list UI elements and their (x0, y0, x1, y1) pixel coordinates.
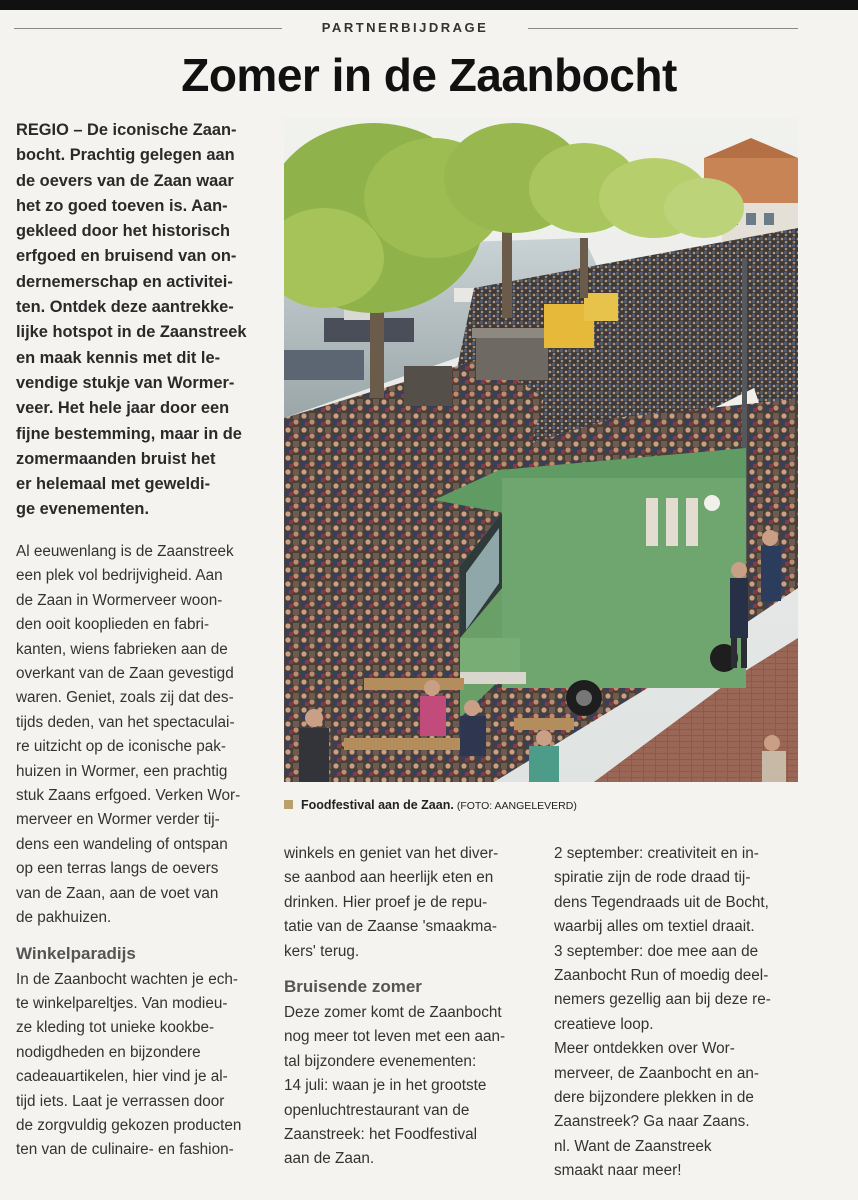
subhead-winkelparadijs: Winkelparadijs (16, 943, 136, 963)
text-line: Meer ontdekken over Wor- (554, 1040, 735, 1058)
caption-credit: (FOTO: AANGELEVERD) (456, 800, 577, 812)
text-line: smaakt naar meer! (554, 1162, 682, 1180)
text-line: Deze zomer komt de Zaanbocht (284, 1004, 502, 1022)
body-paragraph-events (284, 1001, 534, 1172)
text-line: 2 september: creativiteit en in- (554, 845, 759, 862)
article-title: Zomer in de Zaanbocht (181, 49, 677, 101)
text-line: In de Zaanbocht wachten je ech- (16, 970, 238, 988)
text-line: erfgoed en bruisend van on- (16, 247, 237, 266)
subhead-bruisende-zomer: Bruisende zomer (284, 977, 422, 997)
text-line: dens Tegendraads uit de Bocht, (554, 893, 769, 911)
text-line: fijne bestemming, maar in de (16, 424, 242, 443)
text-line: Zaanstreek? Ga naar Zaans. (554, 1113, 750, 1131)
body-paragraph-intro (16, 540, 262, 931)
text-line: tijds deden, van het spectaculai- (16, 713, 235, 731)
body-paragraph-shops (16, 968, 262, 1163)
text-line: drinken. Hier proef je de repu- (284, 893, 488, 911)
text-line: nodigdheden en bijzondere (16, 1043, 201, 1061)
text-line: ten. Ontdek deze aantrekke- (16, 298, 234, 317)
text-line: vendige stukje van Wormer- (16, 373, 235, 392)
body-column-2 (284, 842, 534, 1172)
text-line: dere bijzondere plekken in de (554, 1089, 754, 1107)
text-line: stuk Zaans erfgoed. Verken Wor- (16, 787, 241, 805)
lead-text (16, 118, 262, 523)
text-line: aan de Zaan. (284, 1150, 375, 1168)
text-line: kanten, wiens fabrieken aan de (16, 640, 228, 658)
text-line: de Zaan in Wormerveer woon- (16, 591, 223, 609)
text-line: re uitzicht op de iconische pak- (16, 738, 227, 756)
text-line: bocht. Prachtig gelegen aan (16, 146, 235, 165)
text-line: huizen in Wormer, een prachtig (16, 762, 228, 780)
text-line: waren. Geniet, zoals zij dat des- (16, 689, 234, 707)
text-line: en maak kennis met dit le- (16, 348, 221, 367)
lead-paragraph (16, 118, 262, 523)
text-line: REGIO – De iconische Zaan- (16, 121, 237, 139)
header-rule-right (528, 28, 798, 29)
caption-text: Foodfestival aan de Zaan. (301, 798, 454, 812)
text-line: 14 juli: waan je in het grootste (284, 1077, 487, 1095)
body-column-3 (554, 842, 798, 1184)
kicker-label: PARTNERBIJDRAGE (321, 20, 489, 35)
text-line: 3 september: doe mee aan de (554, 942, 759, 960)
text-line: den ooit kooplieden en fabri- (16, 616, 210, 634)
text-line: het zo goed toeven is. Aan- (16, 196, 228, 215)
text-line: ge evenementen. (16, 500, 149, 519)
text-line: ten van de culinaire- en fashion- (16, 1141, 234, 1159)
text-line: de zorgvuldig gekozen producten (16, 1116, 242, 1134)
text-line: creatieve loop. (554, 1015, 654, 1033)
text-line: zomermaanden bruist het (16, 449, 216, 468)
text-line: nog meer tot leven met een aan- (284, 1028, 506, 1046)
text-line: te winkelpareltjes. Van modieu- (16, 994, 228, 1012)
text-line: dens een wandeling of ontspan (16, 835, 228, 853)
text-line: Zaanstreek: het Foodfestival (284, 1126, 478, 1144)
text-line: gekleed door het historisch (16, 222, 231, 241)
text-line: tal bijzondere evenementen: (284, 1052, 477, 1070)
foodfestival-photo (284, 118, 798, 782)
text-line: waarbij alles om textiel draait. (554, 918, 755, 936)
body-paragraph-events-cont (554, 842, 798, 1184)
text-line: Zaanbocht Run of moedig deel- (554, 967, 769, 985)
text-line: er helemaal met geweldi- (16, 475, 211, 494)
text-line: Al eeuwenlang is de Zaanstreek (16, 543, 234, 560)
text-line: een plek vol bedrijvigheid. Aan (16, 567, 223, 585)
text-line: se aanbod aan heerlijk eten en (284, 869, 494, 887)
text-line: lijke hotspot in de Zaanstreek (16, 323, 247, 342)
caption-square-marker (284, 800, 293, 809)
text-line: overkant van de Zaan gevestigd (16, 665, 234, 683)
photo-caption (284, 798, 804, 812)
text-line: openluchtrestaurant van de (284, 1101, 470, 1119)
text-line: nl. Want de Zaanstreek (554, 1137, 712, 1155)
text-line: winkels en geniet van het diver- (284, 845, 499, 862)
text-line: merveer en Wormer verder tij- (16, 811, 220, 829)
text-line: de pakhuizen. (16, 909, 112, 927)
text-line: op een terras langs de oevers (16, 860, 219, 878)
article-photo (284, 118, 798, 782)
text-line: cadeauartikelen, hier vind je al- (16, 1068, 228, 1086)
text-line: nemers gezellig aan bij deze re- (554, 991, 771, 1009)
text-line: veer. Het hele jaar door een (16, 399, 230, 418)
text-line: van de Zaan, aan de voet van (16, 884, 219, 902)
text-line: merveer, de Zaanbocht en an- (554, 1064, 759, 1082)
top-black-bar (0, 0, 858, 10)
body-paragraph-shops-cont (284, 842, 534, 964)
text-line: tatie van de Zaanse 'smaakma- (284, 918, 497, 936)
text-line: dernemerschap en activitei- (16, 272, 233, 291)
text-line: spiratie zijn de rode draad tij- (554, 869, 751, 887)
body-column-1 (16, 540, 262, 1163)
text-line: de oevers van de Zaan waar (16, 171, 234, 190)
header-rule-left (14, 28, 282, 29)
text-line: ze kleding tot unieke kookbe- (16, 1019, 215, 1037)
text-line: kers' terug. (284, 942, 360, 960)
text-line: tijd iets. Laat je verrassen door (16, 1092, 225, 1110)
